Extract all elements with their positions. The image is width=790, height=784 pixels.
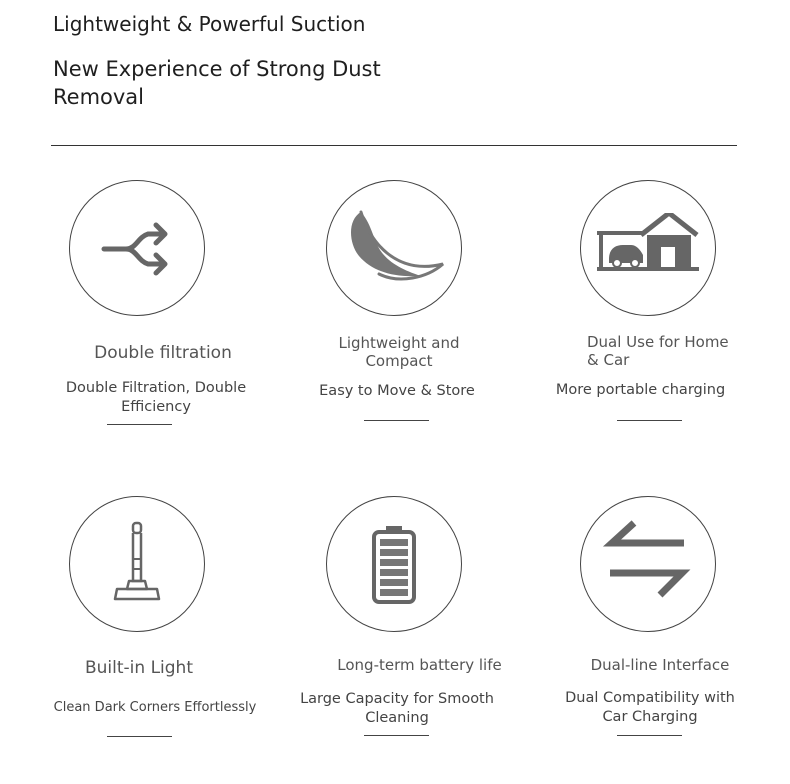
home-car-icon [580,180,716,316]
vacuum-cleaner-icon [69,496,205,632]
divider [51,145,737,146]
feather-icon [326,180,462,316]
feature-description: Clean Dark Corners Effortlessly [53,700,257,715]
split-arrows-icon [69,180,205,316]
swap-arrows-icon [580,496,716,632]
feature-underline [364,735,429,736]
headline: Lightweight & Powerful Suction [53,12,366,36]
feature-description: Easy to Move & Store [319,383,475,399]
subheadline: New Experience of Strong Dust Removal [53,57,381,109]
feature-underline [364,420,429,421]
feature-title: Dual Use for Home & Car [587,333,729,369]
feature-description: Double Filtration, Double Efficiency [65,380,247,415]
feature-title: Double filtration [94,343,232,363]
feature-title: Lightweight and Compact [338,334,460,370]
feature-underline [107,736,172,737]
feature-title: Built-in Light [84,658,193,678]
feature-underline [617,735,682,736]
feature-title: Long-term battery life [337,656,502,674]
feature-description: Large Capacity for Smooth Cleaning [300,691,494,726]
feature-underline [107,424,172,425]
battery-icon [326,496,462,632]
feature-description: Dual Compatibility with Car Charging [565,690,735,725]
feature-description: More portable charging [555,382,726,398]
feature-underline [617,420,682,421]
feature-title: Dual-line Interface [590,656,730,674]
